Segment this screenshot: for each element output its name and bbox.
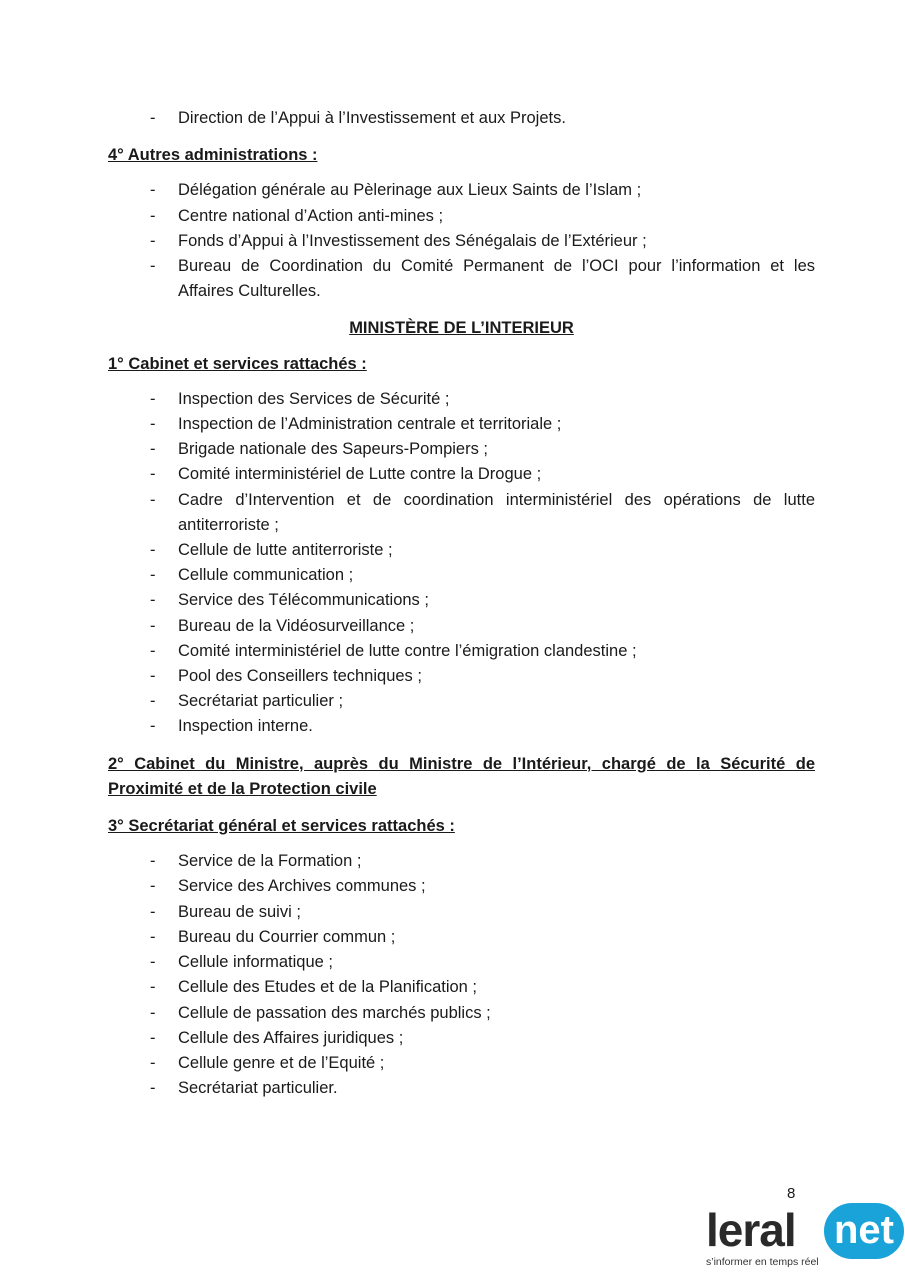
list-item: - Service des Télécommunications ; xyxy=(108,588,815,613)
list-item: - Brigade nationale des Sapeurs-Pompiers ; xyxy=(108,437,815,462)
section-2-heading: 2° Cabinet du Ministre, auprès du Ministre de l’Intérieur, chargé de la Sécurité de Proximité et de la Protection civile xyxy=(108,754,815,798)
list-item: - Cellule de lutte antiterroriste ; xyxy=(108,538,815,563)
list-item: - Bureau de la Vidéosurveillance ; xyxy=(108,614,815,639)
list-item: - Cadre d’Intervention et de coordination interministériel des opérations de lutte antiterroriste ; xyxy=(108,488,815,538)
section-1-list xyxy=(108,387,815,740)
list-item: - Fonds d’Appui à l’Investissement des Sénégalais de l’Extérieur ; xyxy=(108,229,815,254)
list-item: - Cellule de passation des marchés publics ; xyxy=(108,1001,815,1026)
section-4-heading: 4° Autres administrations : xyxy=(108,146,318,165)
logo-word-left: leral xyxy=(706,1204,796,1256)
list-item: - Délégation générale au Pèlerinage aux Lieux Saints de l’Islam ; xyxy=(108,178,815,203)
list-item: - Inspection des Services de Sécurité ; xyxy=(108,387,815,412)
list-item: - Direction de l’Appui à l’Investissement et aux Projets. xyxy=(108,106,815,131)
page-number: 8 xyxy=(787,1185,796,1202)
list-item: - Comité interministériel de lutte contre l’émigration clandestine ; xyxy=(108,639,815,664)
list-item: - Bureau de suivi ; xyxy=(108,900,815,925)
list-item: - Centre national d’Action anti-mines ; xyxy=(108,204,815,229)
list-item: - Service des Archives communes ; xyxy=(108,874,815,899)
leral-net-logo xyxy=(706,1203,905,1279)
logo-tagline: s’informer en temps réel xyxy=(706,1256,819,1268)
document-page xyxy=(108,106,815,1101)
list-item: - Comité interministériel de Lutte contre la Drogue ; xyxy=(108,462,815,487)
logo-word-right: net xyxy=(824,1203,904,1259)
section-3-list xyxy=(108,849,815,1101)
section-1-heading: 1° Cabinet et services rattachés : xyxy=(108,354,367,373)
list-item: - Bureau du Courrier commun ; xyxy=(108,925,815,950)
list-item: - Cellule des Etudes et de la Planification ; xyxy=(108,975,815,1000)
list-item: - Secrétariat particulier ; xyxy=(108,689,815,714)
list-item: - Cellule genre et de l’Equité ; xyxy=(108,1051,815,1076)
list-item: - Secrétariat particulier. xyxy=(108,1076,815,1101)
list-item: - Cellule communication ; xyxy=(108,563,815,588)
list-item: - Bureau de Coordination du Comité Permanent de l’OCI pour l’information et les Affaires Culturelles. xyxy=(108,254,815,304)
list-item: - Service de la Formation ; xyxy=(108,849,815,874)
list-item: - Cellule des Affaires juridiques ; xyxy=(108,1026,815,1051)
list-item: - Cellule informatique ; xyxy=(108,950,815,975)
list-item: - Pool des Conseillers techniques ; xyxy=(108,664,815,689)
list-item: - Inspection de l’Administration centrale et territoriale ; xyxy=(108,412,815,437)
section-3-heading: 3° Secrétariat général et services rattachés : xyxy=(108,817,455,836)
ministry-title: MINISTÈRE DE L’INTERIEUR xyxy=(349,319,574,338)
top-list xyxy=(108,106,815,131)
section-4-list xyxy=(108,178,815,304)
list-item: - Inspection interne. xyxy=(108,714,815,739)
